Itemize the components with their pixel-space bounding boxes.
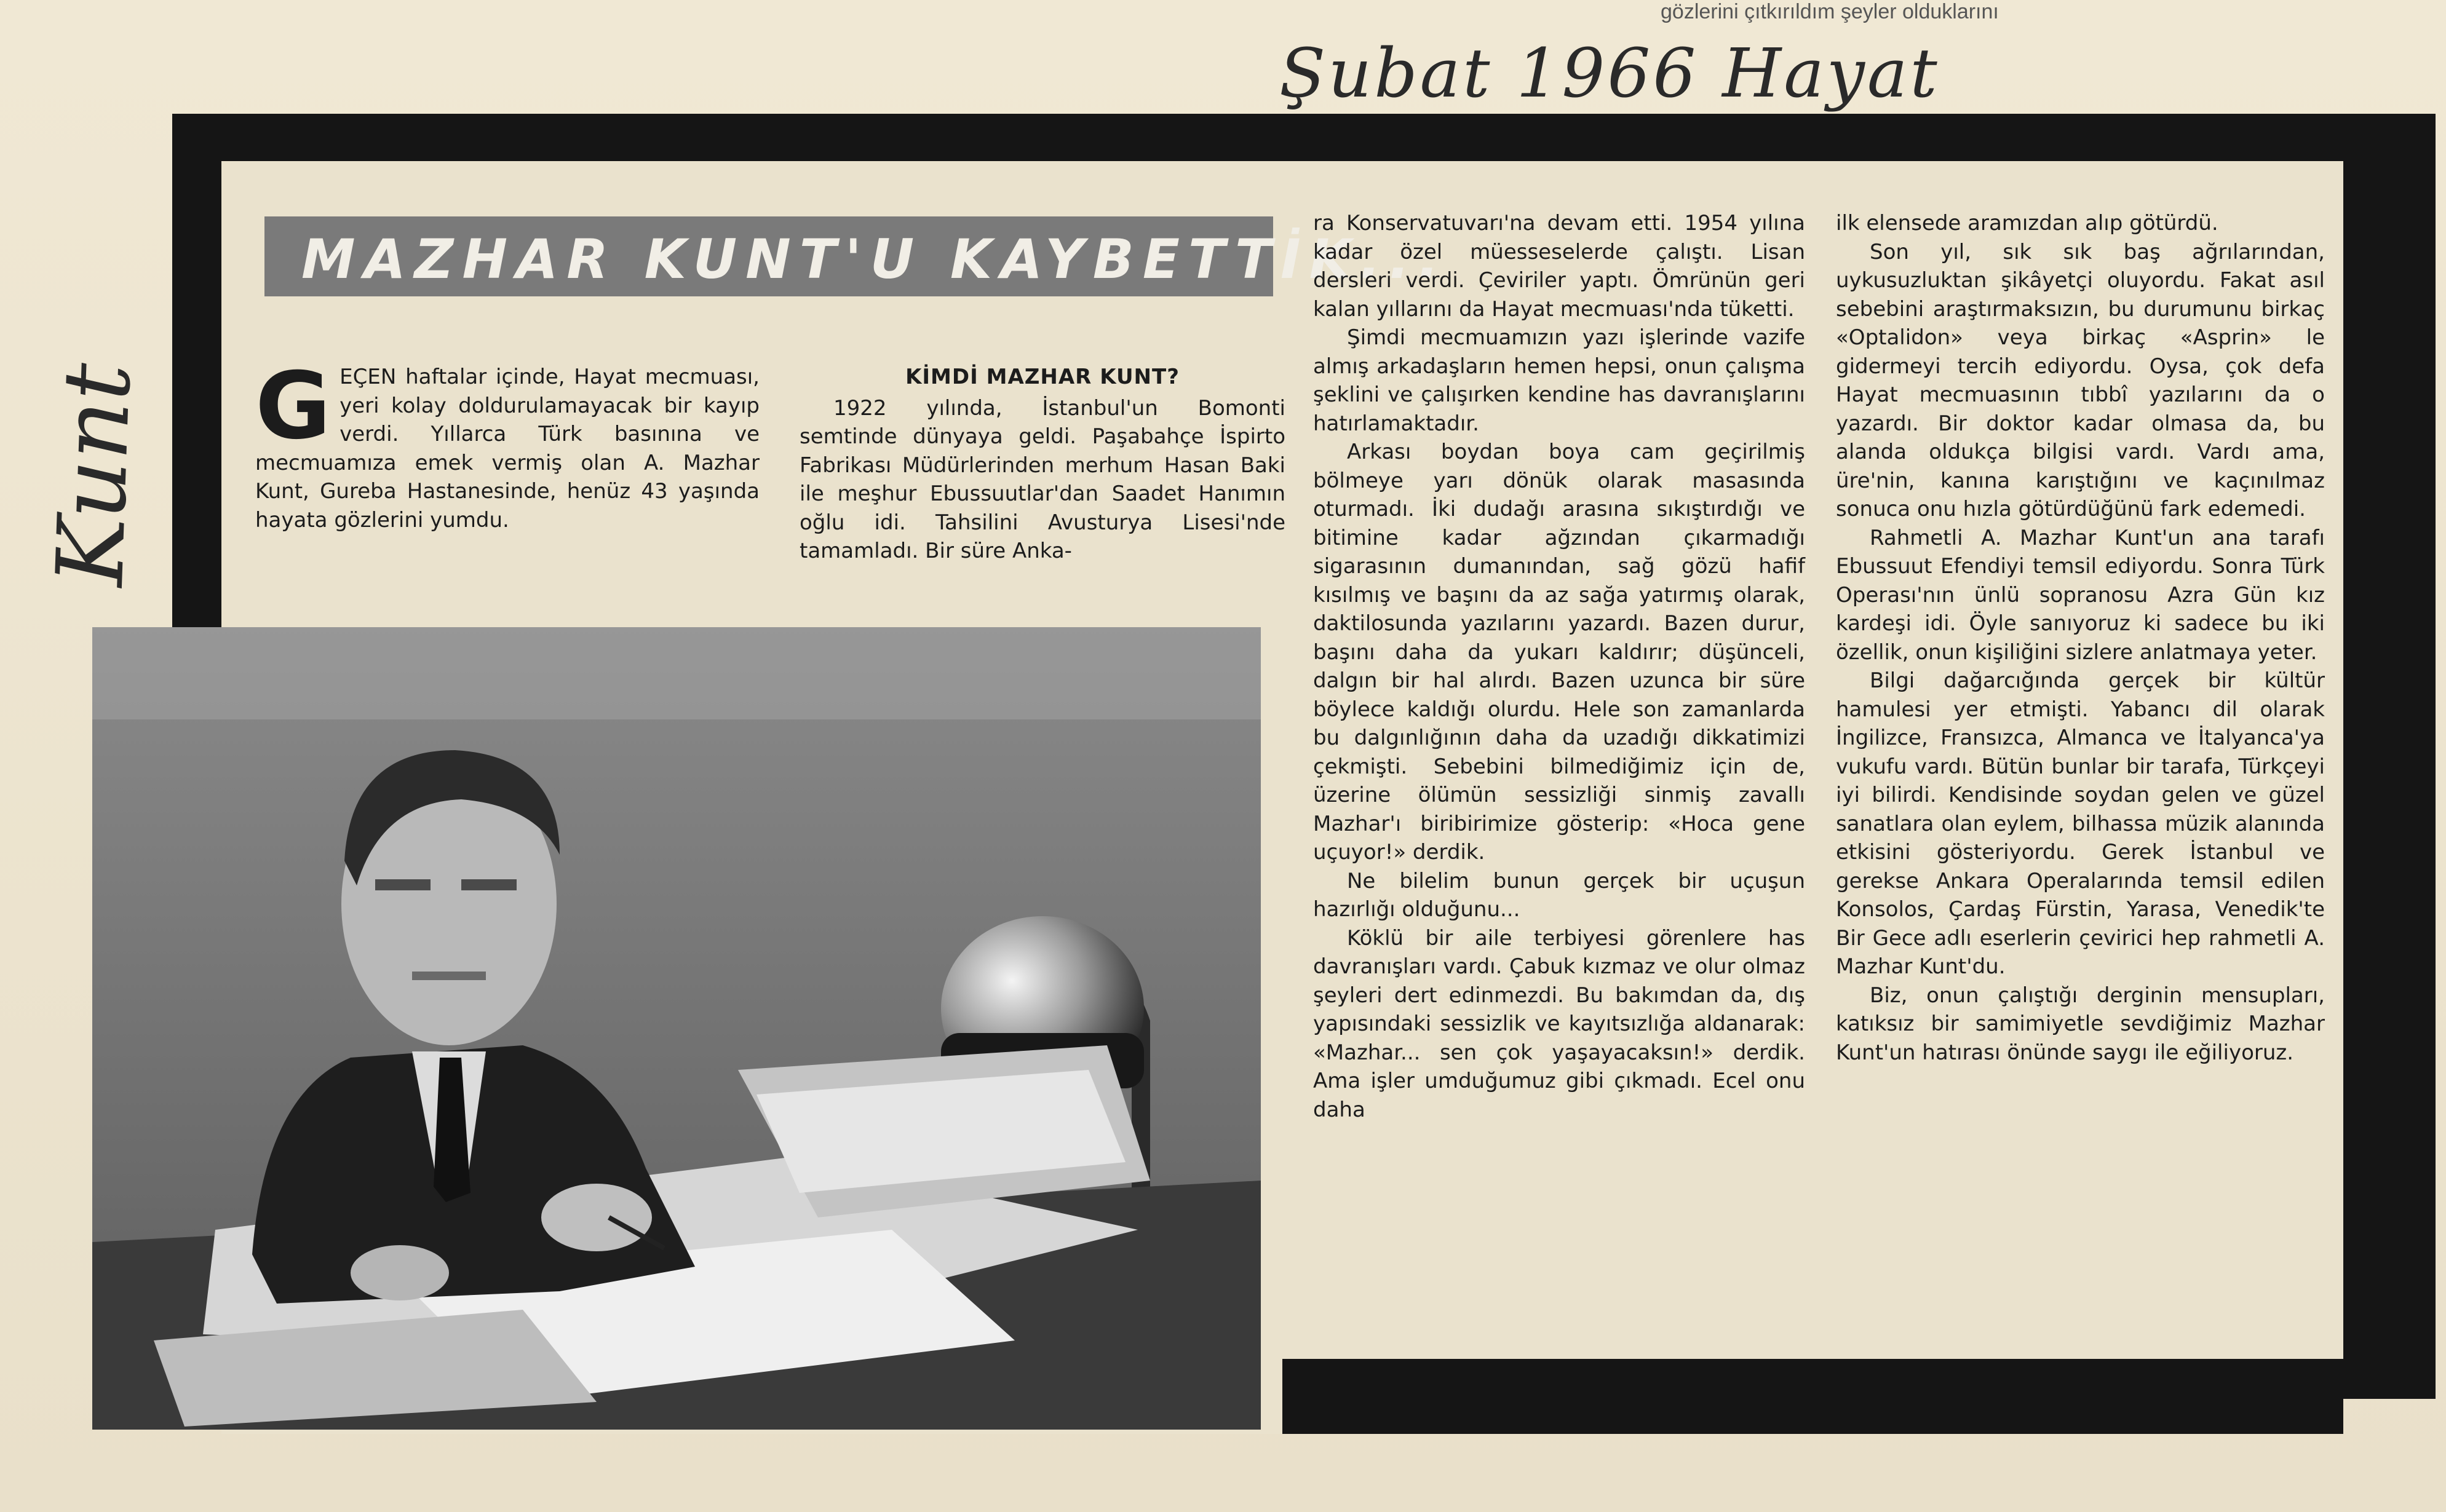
bio-column: [800, 363, 1285, 566]
paragraph: Rahmetli A. Mazhar Kunt'un ana tarafı Ebussuut Efendiyi temsil ediyordu. Sonra Türk Operası'nın ünlü sopranosu Azra Gün kız kardeşi idi. Öyle sanıyoruz ki sadece bu iki özellik, onun kişiliğini sizlere anlatmaya yeter.: [1836, 525, 2325, 665]
paragraph: ra Konservatuvarı'na devam etti. 1954 yılına kadar özel müesseselerde çalıştı. Lisan dersleri verdi. Çeviriler yaptı. Ömrünün geri kalan yıllarını da Hayat mecmuası'nda tüketti.: [1313, 211, 1805, 322]
paragraph: Ne bilelim bunun gerçek bir uçuşun hazırlığı olduğunu...: [1313, 868, 1805, 922]
headline-title: MAZHAR KUNT'U KAYBETTİK...: [301, 228, 1448, 291]
intro-text: EÇEN haftalar içinde, Hayat mecmuası, yeri kolay doldurulamayacak bir kayıp verdi. Yıllarca Türk basınına ve mecmuamıza emek vermiş olan A. Mazhar Kunt, Gureba Hastanesinde, henüz 43 yaşında hayata gözlerini yumdu.: [255, 365, 760, 532]
paragraph: ilk elensede aramızdan alıp götürdü.: [1836, 211, 2218, 236]
article-column-3: [1313, 209, 1805, 1124]
paragraph: Bilgi dağarcığında gerçek bir kültür hamulesi yer etmişti. Yabancı dil olarak İngilizce, Fransızca, Almanca ve İtalyanca'ya vukufu vardı. Bütün bunlar bir tarafa, Türkçeyi iyi bilirdi. Kendisinde soydan gelen ve güzel sanatlara olan eylem, bilhassa müzik alanında etkisini gösteriyordu. Gerek İstanbul ve gerekse Ankara Operalarında temsil edilen Konsolos, Çardaş Fürstin, Yarasa, Venedik'te Bir Gece adlı eserlerin çevirici hep rahmetli A. Mazhar Kunt'du.: [1836, 668, 2325, 979]
paragraph: Biz, onun çalıştığı derginin mensupları, katıksız bir samimiyetle sevdiğimiz Mazhar Kunt'un hatırası önünde saygı ile eğiliyoruz.: [1836, 983, 2325, 1065]
portrait-photo: [92, 627, 1261, 1430]
paragraph: Şimdi mecmuamızın yazı işlerinde vazife almış arkadaşların hemen hepsi, onun çalışma şeklini ve çalışırken kendine has davranışlarını hatırlamaktadır.: [1313, 325, 1805, 436]
drop-cap: G: [255, 353, 332, 460]
paragraph: Arkası boydan boya cam geçirilmiş bölmeye yarı dönük olarak masasında oturmadı. İki dudağı arasına sıkıştırdığı ve bitimine kadar ağzından çıkarmadığı sigarasının dumanından, sağ gözü hafif kısılmış ve başını da az sağa yatırmış olarak, daktilosunda yazılarını yazardı. Bazen durur, başını daha da yukarı kaldırır; düşünceli, dalgın bir hal alırdı. Bazen uzunca bir süre böylece kaldığı olurdu. Hele son zamanlarda bu dalgınlığının daha da uzadığı dikkatimizi çekmişti. Sebebini bilmediğimiz için de, üzerine ölümün sessizliği sinmiş zavallı Mazhar'ı biribirimize gösterip: «Hoca gene uçuyor!» derdik.: [1313, 440, 1805, 865]
paragraph: Köklü bir aile terbiyesi görenlere has davranışları vardı. Çabuk kızmaz ve olur olmaz şeyleri dert edinmezdi. Bu bakımdan da, dış yapısındaki sessizlik ve kayıtsızlığa aldanarak: «Mazhar... sen çok yaşayacaksın!» derdik. Ama işler umduğumuz gibi çıkmadı. Ecel onu daha: [1313, 925, 1805, 1122]
handwritten-date-note: Şubat 1966 Hayat: [1279, 34, 1940, 113]
cut-off-text: gözlerini çıtkırıldım şeyler olduklarını: [1661, 0, 1999, 23]
paragraph: Son yıl, sık sık baş ağrılarından, uykusuzluktan şikâyetçi oluyordu. Fakat asıl sebebini araştırmaksızın, bu durumunu birkaç «Optalidon» veya birkaç «Asprin» le gidermeyi tercih ediyordu. Oysa, çok defa Hayat mecmuasının tıbbî yazılarını da o yazardı. Bir doktor kadar olmasa da, bu alanda oldukça bilgisi vardı. Vardı ama, üre'nin, kanına karıştığını ve kaçınılmaz sonuca onu hızla götürdüğünü fark edemedi.: [1836, 239, 2325, 521]
intro-column: [255, 353, 760, 534]
headline-banner: [264, 216, 1448, 296]
frame-bottom-band: [1282, 1359, 2343, 1434]
man-at-desk-photo: [92, 627, 1261, 1430]
bio-text: 1922 yılında, İstanbul'un Bomonti semtinde dünyaya geldi. Paşabahçe İspirto Fabrikası Müdürlerinden merhum Hasan Baki ile meşhur Ebussuutlar'dan Saadet Hanımın oğlu idi. Tahsilini Avusturya Lisesi'nde tamamladı. Bir süre Anka-: [800, 395, 1285, 563]
handwritten-side-note: Kunt: [37, 361, 152, 588]
article-column-4: [1836, 209, 2325, 1067]
bio-heading: KİMDİ MAZHAR KUNT?: [905, 365, 1180, 389]
